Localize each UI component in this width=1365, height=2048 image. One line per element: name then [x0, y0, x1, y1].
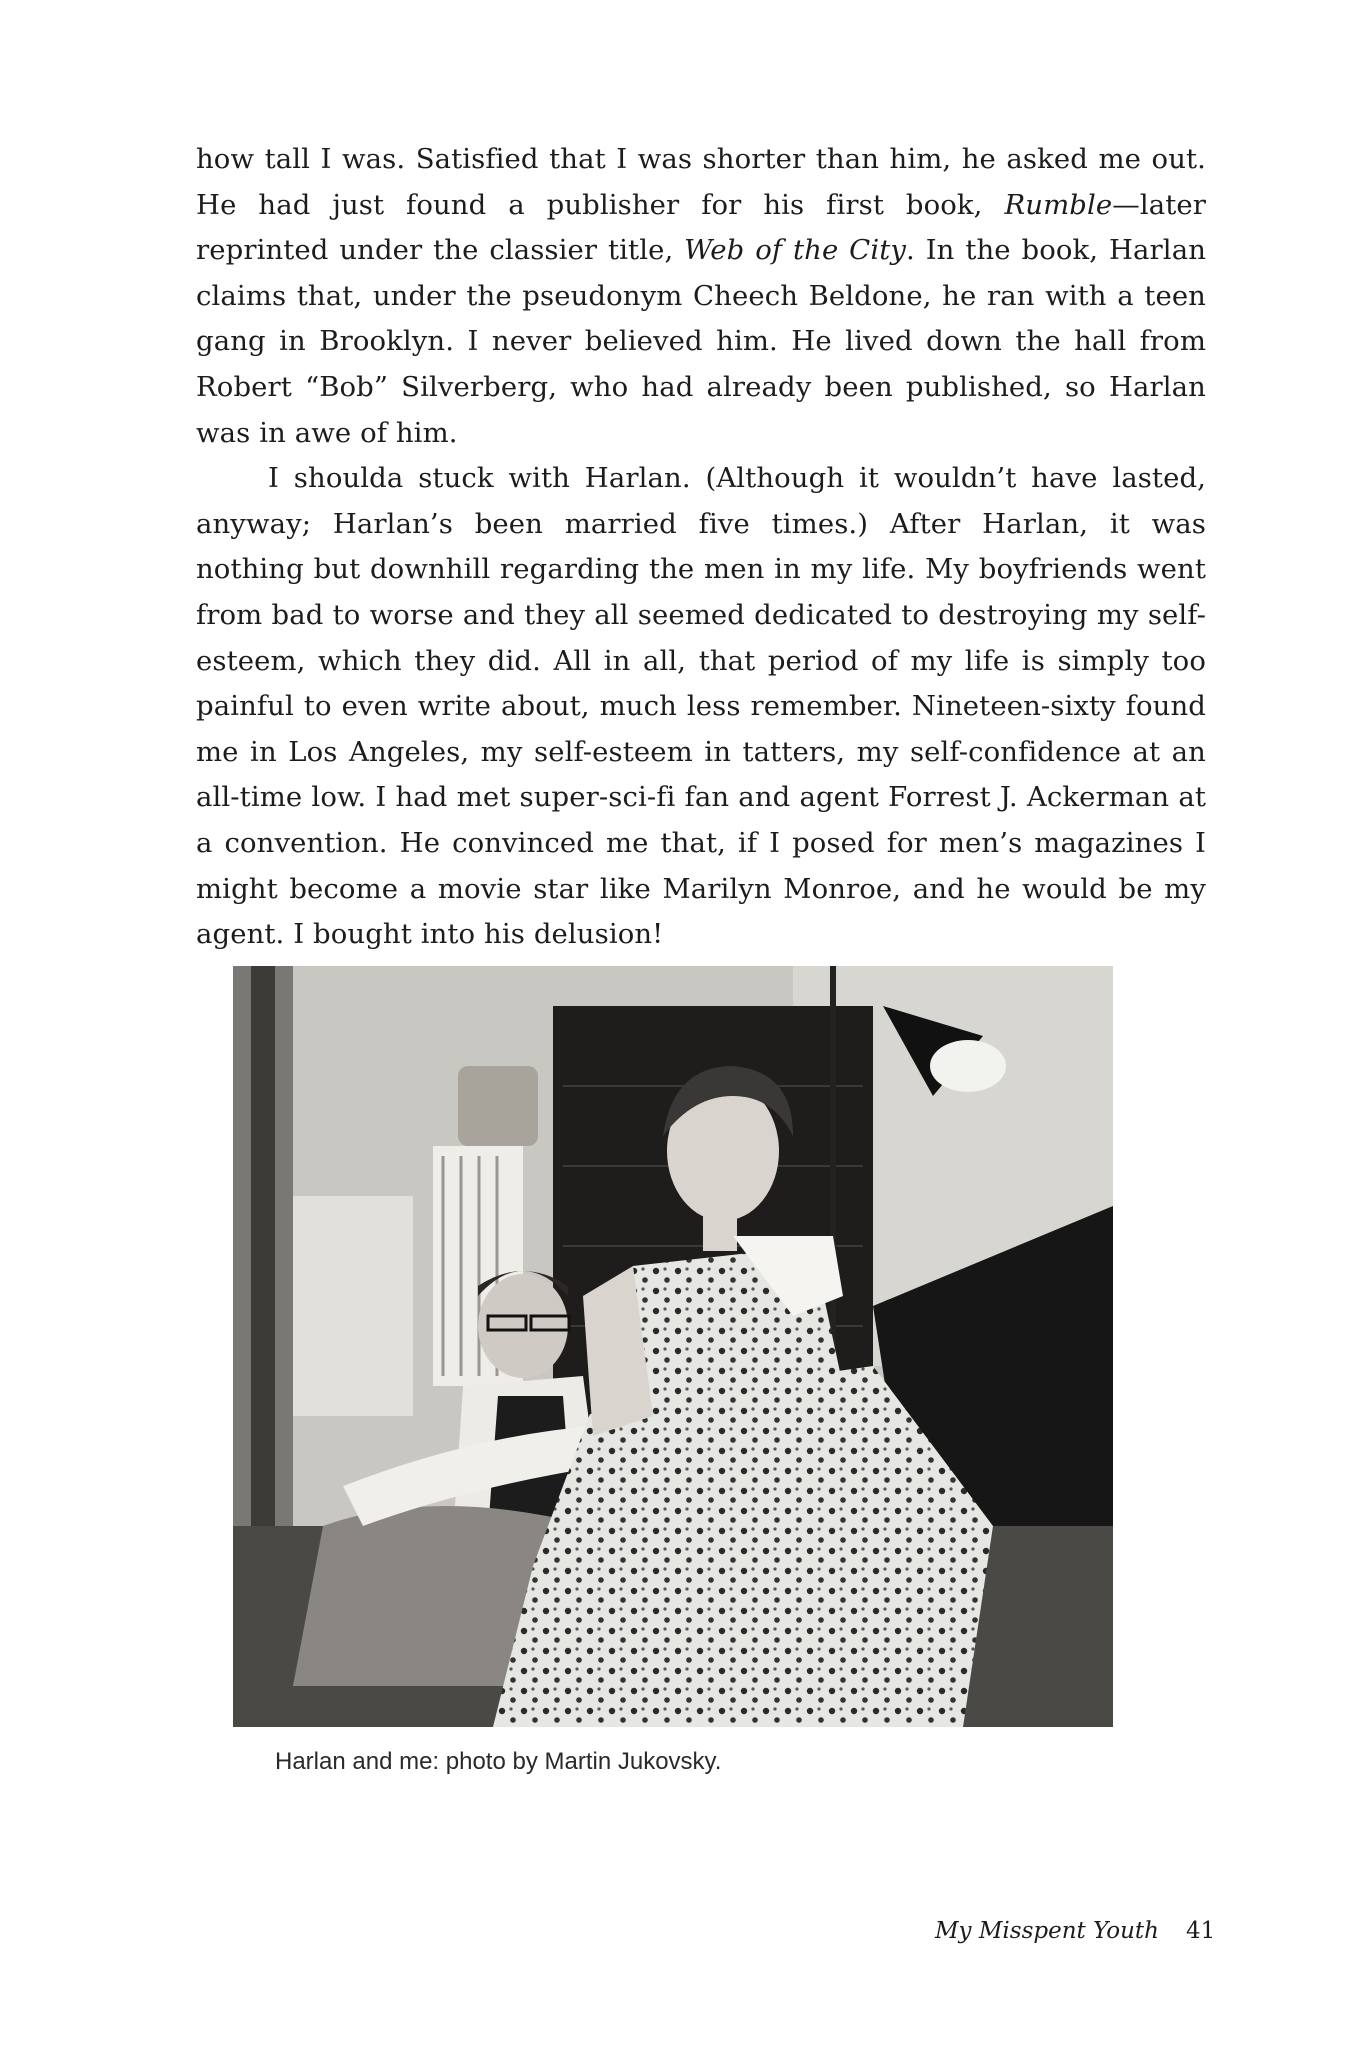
text-run: how tall I was. Satisfied that I was shorter than him, he asked me out. He had just found a publisher for his first book,: [196, 143, 1206, 221]
page-number: 41: [1186, 1918, 1216, 1944]
text-run: I shoulda stuck with Harlan. (Although it wouldn’t have lasted, anyway; Harlan’s been married five times.) After Harlan, it was nothing but downhill regarding the men in my life. My boyfriends went from bad to worse and they all seemed dedicated to destroying my self-esteem, which they did. All in all, that period of my life is simply too painful to even write about, much less remember. Nineteen-sixty found me in Los Angeles, my self-esteem in tatters, my self-confidence at an all-time low. I had met super-sci-fi fan and agent Forrest J. Ackerman at a convention. He convinced me that, if I posed for men’s magazines I might become a movie star like Marilyn Monroe, and he would be my agent. I bought into his delusion!: [196, 462, 1206, 951]
black-and-white-photograph: [233, 966, 1113, 1727]
body-text: [196, 137, 1206, 958]
text-run: —later reprinted under the classier title,: [196, 188, 1206, 267]
text-run: . In the book, Harlan claims that, under the pseudonym Cheech Beldone, he ran with a teen gang in Brooklyn. I never believed him. He lived down the hall from Robert “Bob” Silverberg, who had already been published, so Harlan was in awe of him.: [196, 234, 1207, 449]
paragraph: [196, 137, 1206, 456]
paragraph: [196, 456, 1206, 958]
book-title: Web of the City: [684, 234, 907, 267]
photo-caption: Harlan and me: photo by Martin Jukovsky.: [275, 1748, 722, 1775]
book-title: Rumble: [1004, 188, 1113, 221]
running-head: My Misspent Youth: [935, 1918, 1159, 1944]
photo-illustration: [233, 966, 1113, 1727]
